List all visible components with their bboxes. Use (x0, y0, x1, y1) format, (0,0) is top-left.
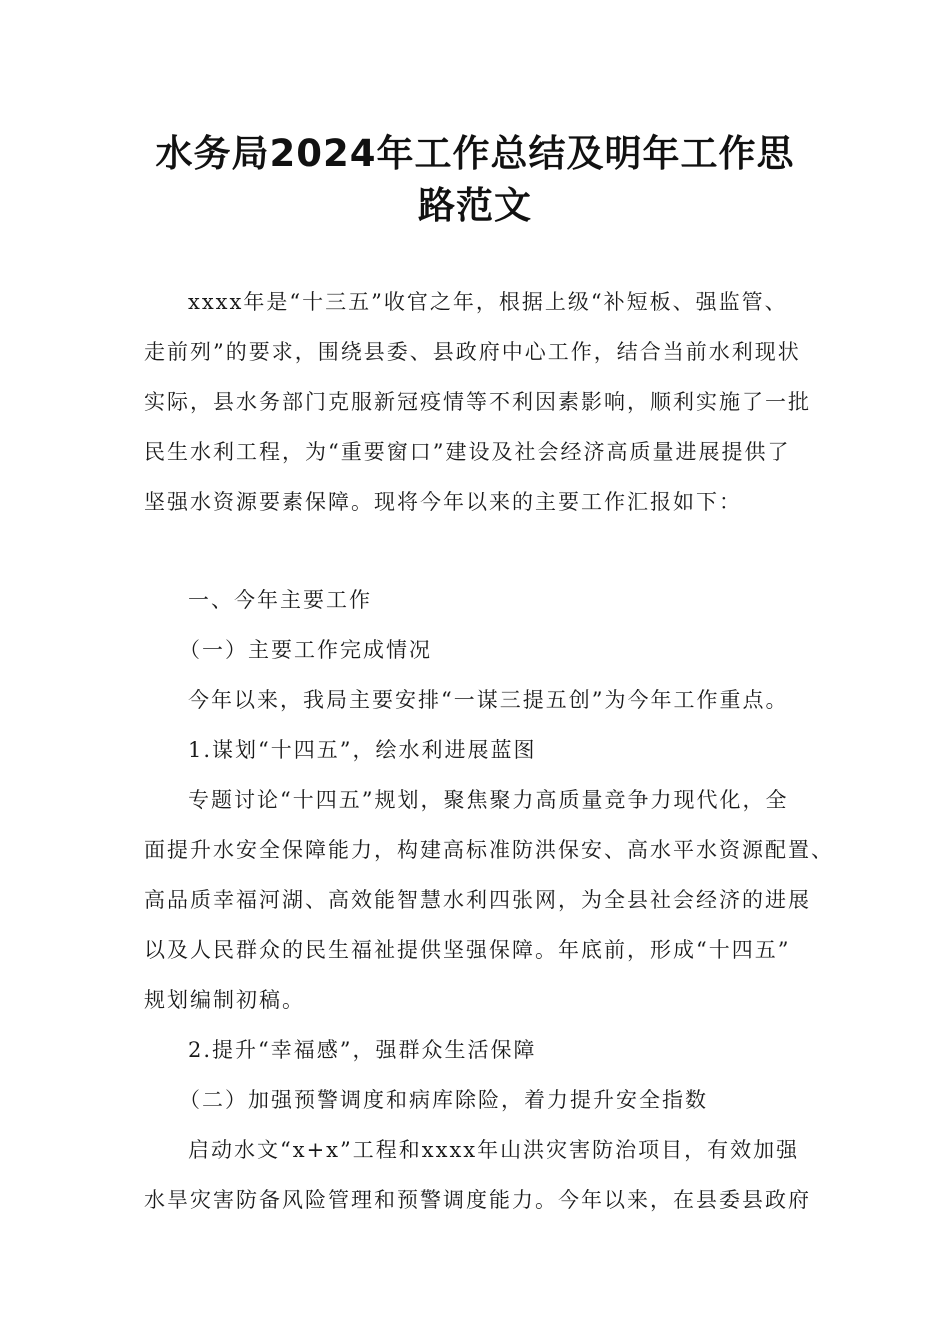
paragraph-line: 高品质幸福河湖、高效能智慧水利四张网，为全县社会经济的进展 (144, 888, 811, 912)
intro-line: 实际，县水务部门克服新冠疫情等不利因素影响，顺利实施了一批 (144, 390, 811, 414)
paragraph-line: 水旱灾害防备风险管理和预警调度能力。今年以来，在县委县政府 (144, 1188, 811, 1212)
subsection-heading: （一）主要工作完成情况 (179, 638, 432, 662)
paragraph-line: 专题讨论“十四五”规划，聚焦聚力高质量竞争力现代化，全 (188, 788, 789, 812)
intro-line: 坚强水资源要素保障。现将今年以来的主要工作汇报如下： (144, 490, 742, 514)
paragraph-line: 规划编制初稿。 (144, 988, 305, 1012)
paragraph-line: 面提升水安全保障能力，构建高标准防洪保安、高水平水资源配置、 (144, 838, 834, 862)
subsection-heading: （二）加强预警调度和病库除险，着力提升安全指数 (179, 1088, 708, 1112)
section-heading: 一、今年主要工作 (188, 588, 372, 612)
paragraph-line: 以及人民群众的民生福祉提供坚强保障。年底前，形成“十四五” (144, 938, 791, 962)
paragraph-line: 今年以来，我局主要安排“一谋三提五创”为今年工作重点。 (188, 688, 789, 712)
item-heading: 1.谋划“十四五”，绘水利进展蓝图 (188, 738, 537, 762)
paragraph-line: 启动水文“x+x”工程和xxxx年山洪灾害防治项目，有效加强 (188, 1138, 800, 1162)
document-title (120, 128, 830, 232)
item-heading: 2.提升“幸福感”，强群众生活保障 (188, 1038, 537, 1062)
intro-line: xxxx年是“十三五”收官之年，根据上级“补短板、强监管、 (188, 290, 788, 314)
title-line-1: 水务局2024年工作总结及明年工作思 (155, 132, 795, 175)
intro-line: 民生水利工程，为“重要窗口”建设及社会经济高质量进展提供了 (144, 440, 791, 464)
title-line-2: 路范文 (418, 184, 532, 227)
intro-line: 走前列”的要求，围绕县委、县政府中心工作，结合当前水利现状 (144, 340, 801, 364)
